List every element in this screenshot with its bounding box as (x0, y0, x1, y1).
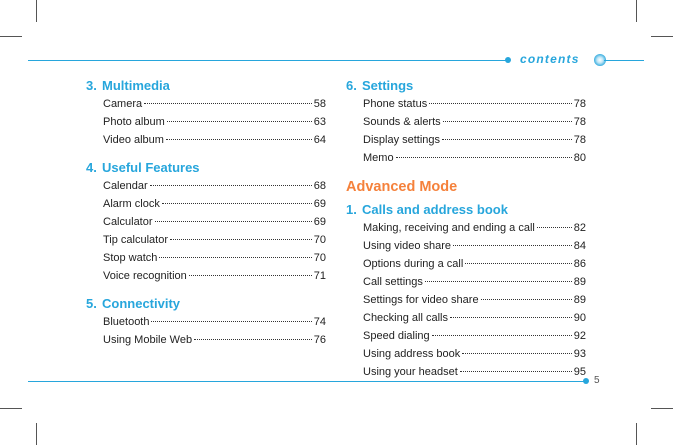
toc-entry[interactable]: Calendar 68 (103, 180, 326, 192)
toc-entry[interactable]: Phone status 78 (363, 98, 586, 110)
toc-entry[interactable]: Options during a call 86 (363, 258, 586, 270)
toc-entry[interactable]: Using address book 93 (363, 348, 586, 360)
toc-entry[interactable]: Using Mobile Web 76 (103, 334, 326, 346)
toc-entry[interactable]: Checking all calls 90 (363, 312, 586, 324)
contents-label: contents (520, 52, 580, 66)
toc-entry[interactable]: Making, receiving and ending a call 82 (363, 222, 586, 234)
header-rule (28, 60, 508, 61)
toc-entry[interactable]: Calculator 69 (103, 216, 326, 228)
crop-mark (0, 36, 22, 37)
crop-mark (36, 423, 37, 445)
crop-mark (636, 423, 637, 445)
section-heading[interactable]: 5. Connectivity (86, 296, 181, 311)
toc-entry[interactable]: Video album 64 (103, 134, 326, 146)
toc-section-connectivity (86, 294, 326, 349)
toc-entry[interactable]: Voice recognition 71 (103, 270, 326, 282)
crop-mark (0, 408, 22, 409)
section-heading[interactable]: 6. Settings (346, 78, 414, 93)
crop-mark (36, 0, 37, 22)
toc-right-column (346, 76, 586, 390)
page-number: 5 (594, 375, 600, 386)
toc-entry[interactable]: Tip calculator 70 (103, 234, 326, 246)
toc-entry[interactable]: Settings for video share 89 (363, 294, 586, 306)
toc-entry[interactable]: Camera 58 (103, 98, 326, 110)
toc-section-useful-features (86, 158, 326, 285)
toc-entry[interactable]: Display settings 78 (363, 134, 586, 146)
toc-entry[interactable]: Stop watch 70 (103, 252, 326, 264)
toc-entry[interactable]: Photo album 63 (103, 116, 326, 128)
toc-entry[interactable]: Using video share 84 (363, 240, 586, 252)
toc-section-calls (346, 200, 586, 381)
toc-entry[interactable]: Bluetooth 74 (103, 316, 326, 328)
toc-entry[interactable]: Call settings 89 (363, 276, 586, 288)
crop-mark (636, 0, 637, 22)
toc-section-settings (346, 76, 586, 167)
toc-entry[interactable]: Memo 80 (363, 152, 586, 164)
toc-entry[interactable]: Alarm clock 69 (103, 198, 326, 210)
toc-section-multimedia (86, 76, 326, 149)
section-heading[interactable]: 1. Calls and address book (346, 202, 508, 217)
toc-entry[interactable]: Using your headset 95 (363, 366, 586, 378)
section-heading[interactable]: 3. Multimedia (86, 78, 170, 93)
advanced-mode-title[interactable]: Advanced Mode (346, 179, 458, 195)
toc-entry[interactable]: Speed dialing 92 (363, 330, 586, 342)
crop-mark (651, 36, 673, 37)
toc-entry[interactable]: Sounds & alerts 78 (363, 116, 586, 128)
header-rule-end (604, 60, 644, 61)
toc-left-column (86, 76, 326, 358)
crop-mark (651, 408, 673, 409)
section-heading[interactable]: 4. Useful Features (86, 160, 200, 175)
header-dot-icon (505, 57, 511, 63)
